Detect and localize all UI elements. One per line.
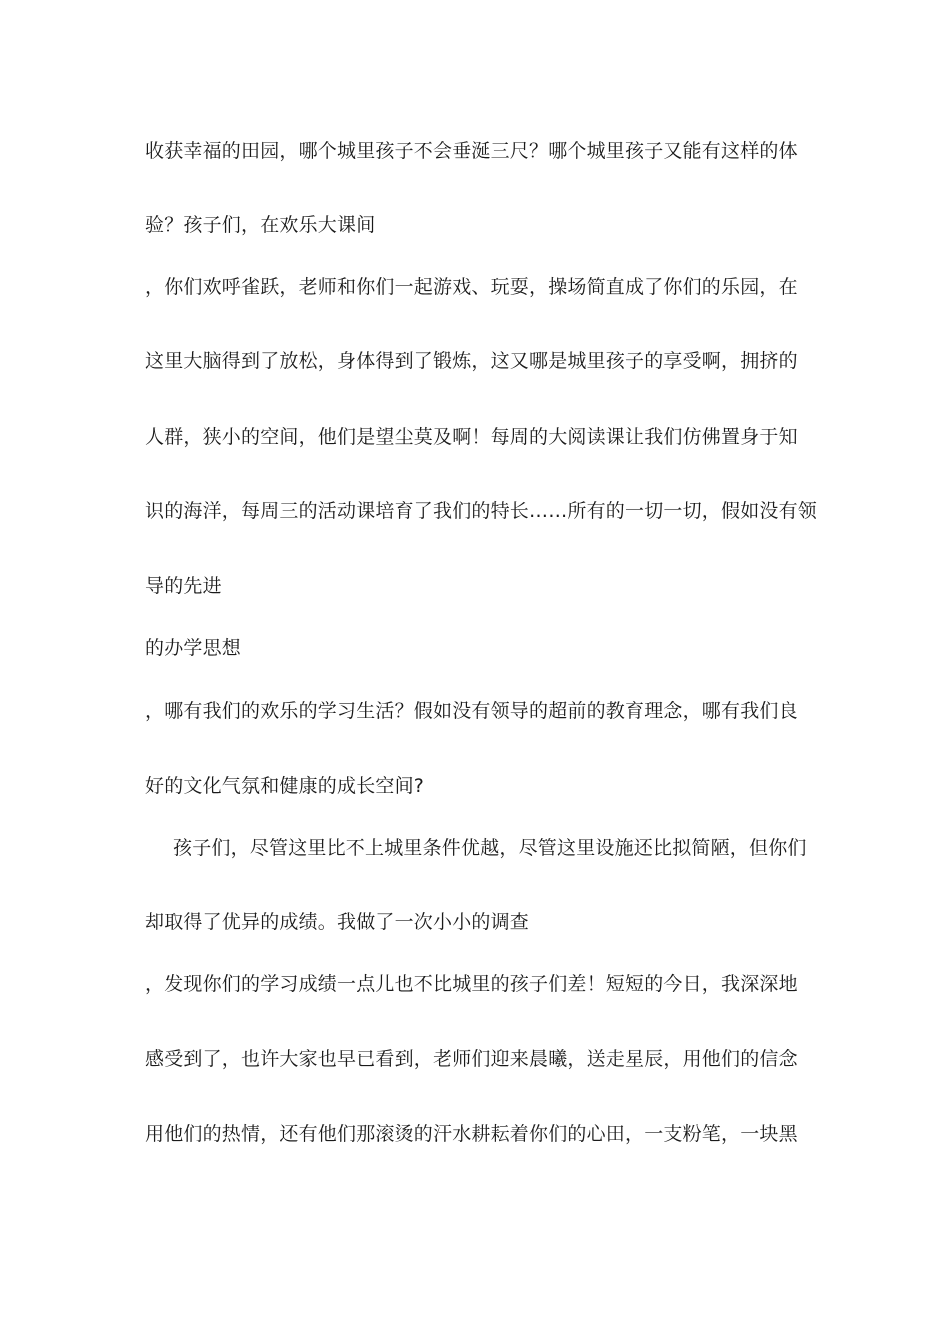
text-line: 收获幸福的田园，哪个城里孩子不会垂涎三尺？哪个城里孩子又能有这样的体 [145, 140, 798, 162]
text-line: 导的先进 [145, 575, 222, 597]
text-line: 感受到了，也许大家也早已看到，老师们迎来晨曦，送走星辰，用他们的信念 [145, 1048, 798, 1070]
text-line: 的办学思想 [145, 637, 242, 659]
text-line: 用他们的热情，还有他们那滚烫的汗水耕耘着你们的心田，一支粉笔，一块黑 [145, 1123, 798, 1145]
text-line: 人群，狭小的空间，他们是望尘莫及啊！每周的大阅读课让我们仿佛置身于知 [145, 426, 798, 448]
text-line: ，你们欢呼雀跃，老师和你们一起游戏、玩耍，操场简直成了你们的乐园，在 [145, 276, 798, 298]
text-line: ，发现你们的学习成绩一点儿也不比城里的孩子们差！短短的今日，我深深地 [145, 973, 798, 995]
text-line: 孩子们，尽管这里比不上城里条件优越，尽管这里设施还比拟简陋，但你们 [173, 837, 807, 859]
text-line: 验？孩子们，在欢乐大课间 [145, 214, 376, 236]
text-line: 这里大脑得到了放松，身体得到了锻炼，这又哪是城里孩子的享受啊，拥挤的 [145, 350, 798, 372]
text-line: ，哪有我们的欢乐的学习生活？假如没有领导的超前的教育理念，哪有我们良 [145, 700, 798, 722]
text-line: 却取得了优异的成绩。我做了一次小小的调查 [145, 911, 530, 933]
text-line: 识的海洋，每周三的活动课培育了我们的特长……所有的一切一切，假如没有领 [145, 500, 818, 522]
text-line: 好的文化气氛和健康的成长空间? [145, 775, 425, 797]
